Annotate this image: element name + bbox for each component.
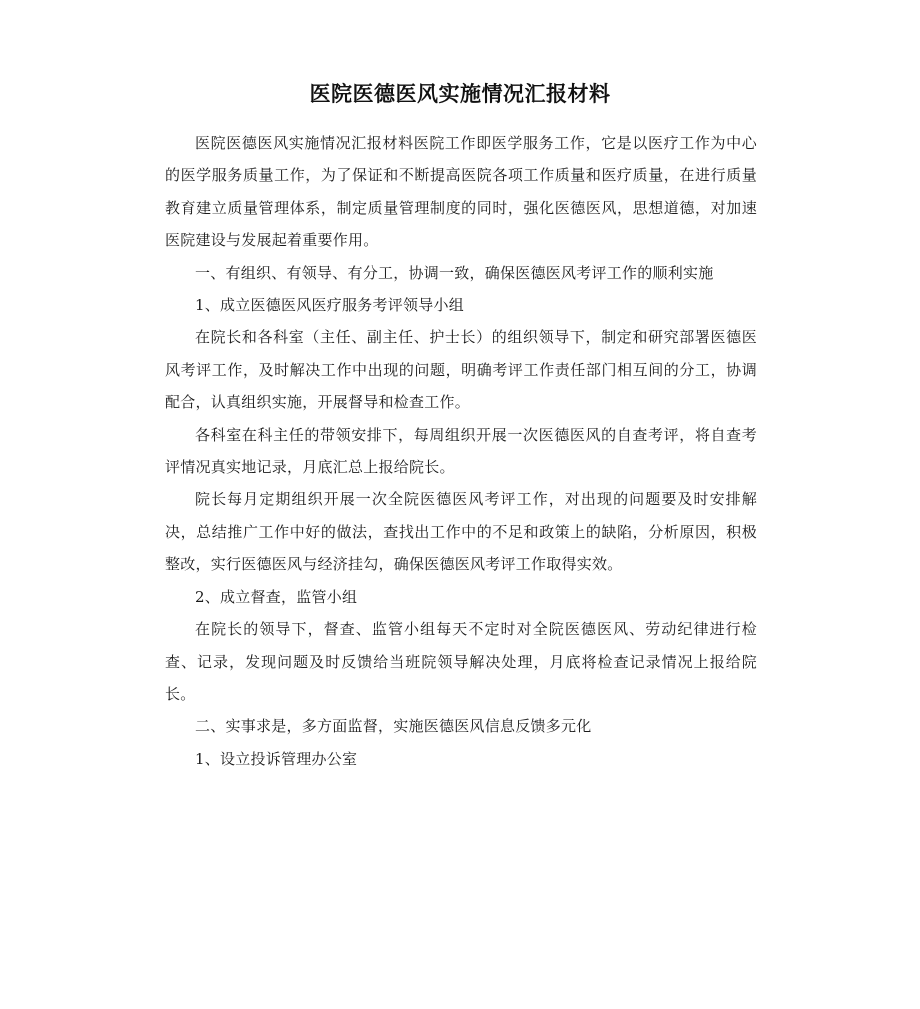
heading-section-2: 二、实事求是，多方面监督，实施医德医风信息反馈多元化 bbox=[195, 717, 592, 736]
heading-subsection-2-1: 1、设立投诉管理办公室 bbox=[195, 749, 358, 768]
paragraph-supervision: 在院长的领导下，督查、监管小组每天不定时对全院医德医风、劳动纪律进行检查、记录，发现问题及时反馈给当班院领导解决处理，月底将检查记录情况上报给院长。 bbox=[165, 620, 757, 703]
paragraph-intro: 医院医德医风实施情况汇报材料医院工作即医学服务工作，它是以医疗工作为中心的医学服务质量工作，为了保证和不断提高医院各项工作质量和医疗质量，在进行质量教育建立质量管理体系，制定质量管理制度的同时，强化医德医风，思想道德，对加速医院建设与发展起着重要作用。 bbox=[165, 134, 757, 250]
paragraph-leadership: 在院长和各科室（主任、副主任、护士长）的组织领导下，制定和研究部署医德医风考评工作，及时解决工作中出现的问题，明确考评工作责任部门相互间的分工，协调配合，认真组织实施，开展督导和检查工作。 bbox=[165, 328, 757, 412]
paragraph-department-review: 各科室在科主任的带领安排下，每周组织开展一次医德医风的自查考评，将自查考评情况真实地记录，月底汇总上报给院长。 bbox=[165, 425, 757, 477]
paragraph-monthly-review: 院长每月定期组织开展一次全院医德医风考评工作，对出现的问题要及时安排解决，总结推广工作中好的做法，查找出工作中的不足和政策上的缺陷，分析原因，积极整改，实行医德医风与经济挂勾，确保医德医风考评工作取得实效。 bbox=[165, 490, 757, 574]
heading-subsection-1-2: 2、成立督查，监管小组 bbox=[195, 587, 358, 606]
heading-subsection-1-1: 1、成立医德医风医疗服务考评领导小组 bbox=[195, 296, 465, 315]
heading-section-1: 一、有组织、有领导、有分工，协调一致，确保医德医风考评工作的顺利实施 bbox=[195, 263, 714, 282]
document-body bbox=[165, 127, 757, 775]
document-title: 医院医德医风实施情况汇报材料 bbox=[309, 82, 611, 107]
